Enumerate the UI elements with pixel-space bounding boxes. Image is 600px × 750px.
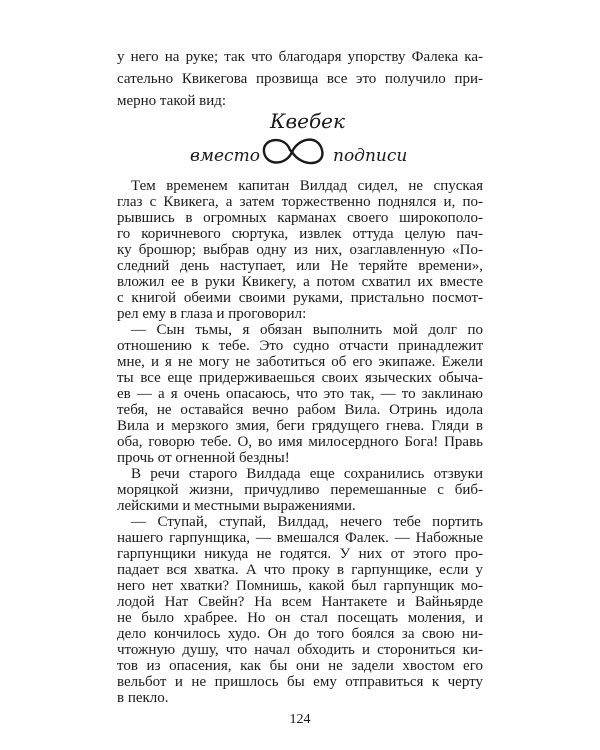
text-line: чтожную душу, что начал обходить и сторониться ки- bbox=[117, 642, 483, 658]
text-line: тов из опасения, как бы они не задели хвостом его bbox=[117, 658, 483, 674]
text-line: лодой Нат Свейн? На всем Нантакете и Вайньярде bbox=[117, 594, 483, 610]
text-line: лейскими и местными выражениями. bbox=[117, 498, 356, 514]
text-line: ев — а я очень опасаюсь, что это так, — то заклинаю bbox=[117, 386, 483, 402]
page-number: 124 bbox=[289, 712, 311, 727]
text-line: дело кончилось худо. Он до того боялся за свою ни- bbox=[117, 626, 483, 642]
text-line: в пекло. bbox=[117, 690, 169, 706]
text-line: го коричневого сюртука, извлек оттуда целую пач- bbox=[117, 226, 483, 242]
text-line: Вила и мерзкого змия, беги грядущего гнева. Гляди в bbox=[117, 418, 483, 434]
signature-left-word: вместо bbox=[190, 146, 260, 166]
text-line: следний день наступает, или Не теряйте времени», bbox=[117, 258, 483, 274]
infinity-mark-icon bbox=[264, 140, 323, 163]
text-line: Тем временем капитан Вилдад сидел, не спуская bbox=[131, 178, 483, 194]
text-line: мне, и я не могу не заботиться об его экипаже. Ежели bbox=[117, 354, 483, 370]
text-line: не было храбрее. Но он стал посещать моления, и bbox=[117, 610, 483, 626]
text-line: мерно такой вид: bbox=[117, 93, 227, 109]
text-line: рывшись в огромных карманах своего широкополо- bbox=[117, 210, 483, 226]
text-line: сательно Квикегова прозвища все это получило при- bbox=[117, 71, 483, 87]
text-line: глаз с Квикега, а затем торжественно поднялся и, по- bbox=[117, 194, 483, 210]
text-line: с книгой обеими своими руками, пристально посмот- bbox=[117, 290, 483, 306]
signature-illustration bbox=[0, 0, 600, 190]
text-line: моряцкой жизни, причудливо перемешанные с биб- bbox=[117, 482, 483, 498]
text-line: нашего гарпунщика, — вмешался Фалек. — Набожные bbox=[117, 530, 483, 546]
text-line: гарпунщики никуда не годятся. У них от этого про- bbox=[117, 546, 483, 562]
text-line: вложил ее в руки Квикегу, а потом схватил их вместе bbox=[117, 274, 483, 290]
text-line: прочь от огненной бездны! bbox=[117, 450, 290, 466]
text-line: рел ему в глаза и проговорил: bbox=[117, 306, 307, 322]
signature-name: Квебек bbox=[270, 109, 345, 133]
text-line: ты все еще придерживаешься своих языческих обыча- bbox=[117, 370, 483, 386]
text-line: отношению к тебе. Это судно отчасти принадлежит bbox=[117, 338, 483, 354]
text-line: — Сын тьмы, я обязан выполнить мой долг по bbox=[131, 322, 483, 338]
text-line: В речи старого Вилдада еще сохранились отзвуки bbox=[131, 466, 483, 482]
text-line: тебя, не оставайся вечно рабом Вила. Отринь идола bbox=[117, 402, 483, 418]
text-line: оба, говорю тебе. О, во имя милосердного Бога! Правь bbox=[117, 434, 483, 450]
signature-right-word: подписи bbox=[333, 146, 408, 166]
text-line: ку брошюр; выбрав одну из них, озаглавленную «По- bbox=[117, 242, 483, 258]
text-line: него нет хватки? Помнишь, какой был гарпунщик мо- bbox=[117, 578, 483, 594]
text-line: вельбот и не пришлось бы ему отправиться к черту bbox=[117, 674, 483, 690]
text-line: — Ступай, ступай, Вилдад, нечего тебе портить bbox=[131, 514, 483, 530]
text-line: падает вся хватка. А что проку в гарпунщике, если у bbox=[117, 562, 483, 578]
text-line: у него на руке; так что благодаря упорству Фалека ка- bbox=[117, 49, 483, 65]
